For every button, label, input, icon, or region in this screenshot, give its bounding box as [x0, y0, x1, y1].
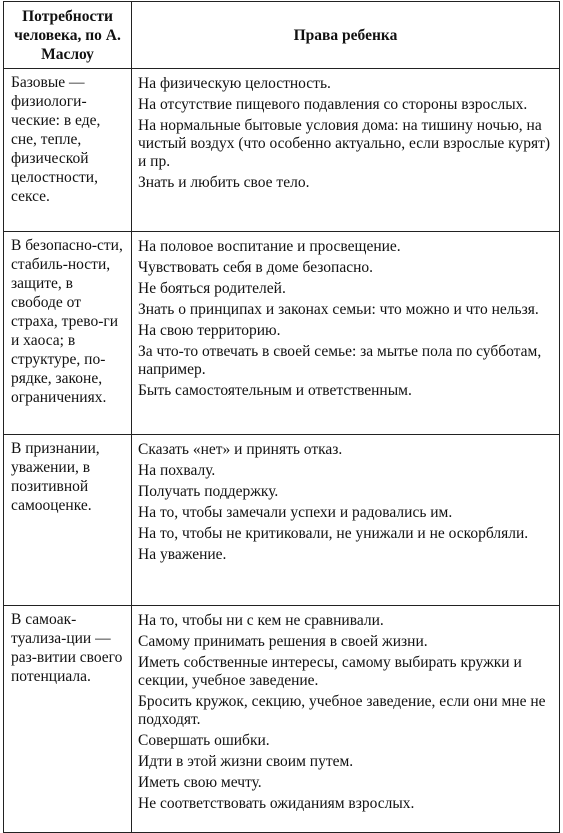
right-item: Самому принимать решения в своей жизни.	[138, 633, 428, 650]
right-item: На свою территорию.	[138, 322, 281, 339]
right-item: Совершать ошибки.	[138, 732, 270, 749]
table-row	[4, 69, 560, 232]
right-item: На физическую целостность.	[138, 75, 331, 92]
right-item: На то, чтобы замечали успехи и радовались им.	[138, 504, 453, 521]
need-cell: В самоак-туализа-ции — раз-витии своего потенциала.	[4, 606, 132, 833]
rights-cell	[132, 435, 560, 606]
right-item: Сказать «нет» и принять отказ.	[138, 441, 343, 458]
right-item: Не соответствовать ожиданиям взрослых.	[138, 795, 415, 812]
right-item: Иметь свою мечту.	[138, 774, 262, 791]
right-item: На уважение.	[138, 546, 227, 563]
right-item: Не бояться родителей.	[138, 280, 286, 297]
table-row	[4, 232, 560, 435]
right-item: На похвалу.	[138, 462, 216, 479]
header-needs: Потребности человека, по А. Маслоу	[4, 2, 132, 69]
right-item: За что-то отвечать в своей семье: за мытье пола по субботам, например.	[138, 343, 542, 378]
right-item: На то, чтобы ни с кем не сравнивали.	[138, 612, 384, 629]
need-cell: В безопасно-сти, стабиль-ности, защите, в свободе от страха, трево-ги и хаоса; в структуре, по-рядке, законе, ограничениях.	[4, 232, 132, 435]
right-item: На отсутствие пищевого подавления со стороны взрослых.	[138, 96, 528, 113]
right-item: Идти в этой жизни своим путем.	[138, 753, 354, 770]
table-row	[4, 606, 560, 833]
need-cell: В признании, уважении, в позитивной самооценке.	[4, 435, 132, 606]
right-item: Бросить кружок, секцию, учебное заведение, если они мне не подходят.	[138, 693, 546, 728]
right-item: Получать поддержку.	[138, 483, 279, 500]
right-item: На нормальные бытовые условия дома: на тишину ночью, на чистый воздух (что особенно актуально, если взрослые курят) и пр.	[138, 117, 551, 170]
right-item: Чувствовать себя в доме безопасно.	[138, 259, 374, 276]
right-item: Быть самостоятельным и ответственным.	[138, 382, 412, 399]
table-header-row	[4, 2, 560, 69]
table-row	[4, 435, 560, 606]
right-item: На половое воспитание и просвещение.	[138, 238, 401, 255]
right-item: Знать и любить свое тело.	[138, 174, 310, 191]
rights-cell	[132, 232, 560, 435]
right-item: Знать о принципах и законах семьи: что можно и что нельзя.	[138, 301, 539, 318]
rights-cell	[132, 606, 560, 833]
header-rights: Права ребенка	[132, 2, 560, 69]
needs-rights-table	[3, 1, 560, 833]
right-item: На то, чтобы не критиковали, не унижали и не оскорбляли.	[138, 525, 529, 542]
need-cell: Базовые — физиологи-ческие: в еде, сне, тепле, физической целостности, сексе.	[4, 69, 132, 232]
right-item: Иметь собственные интересы, самому выбирать кружки и секции, учебное заведение.	[138, 654, 522, 689]
rights-cell	[132, 69, 560, 232]
